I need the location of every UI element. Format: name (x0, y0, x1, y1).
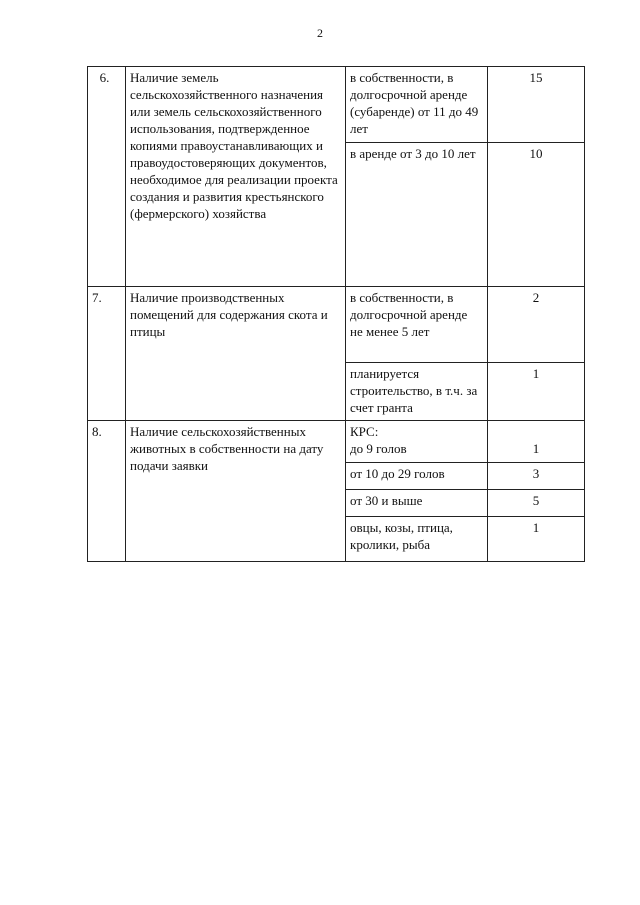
criterion-name: Наличие земель сельскохозяйственного назначения или земель сельскохозяйственного использования, подтвержденное копиями правоустанавливающих и правоудостоверяющих документов, необходимое для реализации проекта создания и развития крестьянского (фермерского) хозяйства (126, 67, 346, 287)
points-cell: 15 (488, 67, 585, 143)
points-cell: 5 (488, 490, 585, 517)
points-value: 1 (532, 441, 540, 456)
points-cell: 1 (488, 517, 585, 562)
criteria-table (87, 66, 585, 562)
table-row (88, 421, 585, 463)
condition-cell: от 30 и выше (346, 490, 488, 517)
criterion-name: Наличие сельскохозяйственных животных в собственности на дату подачи заявки (126, 421, 346, 562)
row-number: 6. (88, 67, 126, 287)
points-cell: 3 (488, 463, 585, 490)
condition-cell: овцы, козы, птица, кролики, рыба (346, 517, 488, 562)
table-row (88, 287, 585, 363)
points-cell: 1 (488, 363, 585, 421)
condition-cell: в собственности, в долгосрочной аренде (субаренде) от 11 до 49 лет (346, 67, 488, 143)
criterion-name: Наличие производственных помещений для содержания скота и птицы (126, 287, 346, 421)
points-cell (488, 421, 585, 463)
condition-text: до 9 голов (350, 441, 407, 456)
row-number: 8. (88, 421, 126, 562)
condition-header: КРС: (350, 424, 379, 439)
row-number: 7. (88, 287, 126, 421)
condition-cell: планируется строительство, в т.ч. за счет гранта (346, 363, 488, 421)
table-row (88, 67, 585, 143)
points-cell: 10 (488, 143, 585, 287)
condition-cell: от 10 до 29 голов (346, 463, 488, 490)
condition-cell: в собственности, в долгосрочной аренде не менее 5 лет (346, 287, 488, 363)
condition-cell: в аренде от 3 до 10 лет (346, 143, 488, 287)
points-cell: 2 (488, 287, 585, 363)
page-number: 2 (317, 26, 323, 40)
condition-cell (346, 421, 488, 463)
